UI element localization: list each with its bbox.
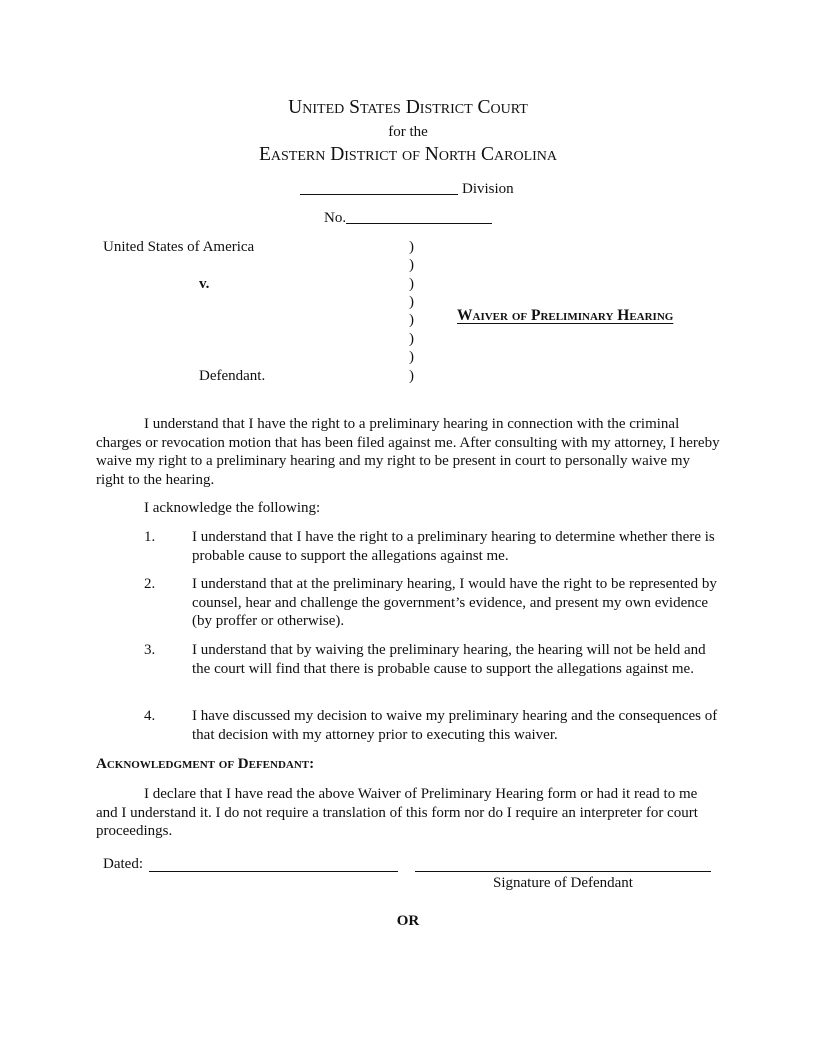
declaration-paragraph: I declare that I have read the above Waiver of Preliminary Hearing form or had it read to me and I understand it. I do not require a translation of this form nor do I require an interpreter for court proceedings. bbox=[96, 786, 698, 840]
item-number: 1. bbox=[144, 529, 156, 545]
acknowledge-lead: I acknowledge the following: bbox=[144, 500, 321, 516]
item-number: 4. bbox=[144, 708, 156, 724]
for-the-text: for the bbox=[388, 124, 428, 140]
division-blank-line[interactable] bbox=[300, 194, 458, 195]
item-number: 2. bbox=[144, 576, 156, 592]
acknowledgment-heading: Acknowledgment of Defendant: bbox=[96, 756, 315, 772]
document-title: Waiver of Preliminary Hearing bbox=[457, 307, 674, 324]
signature-label: Signature of Defendant bbox=[493, 875, 633, 891]
court-name: United States District Court bbox=[288, 97, 528, 118]
district-name: Eastern District of North Carolina bbox=[258, 144, 558, 165]
or-label: OR bbox=[396, 913, 420, 929]
intro-paragraph: I understand that I have the right to a preliminary hearing in connection with the criminal charges or revocation motion that has been filed against me. After consulting with my attorney, I hereby waive my right to a preliminary hearing and my right to be present in court to personally waive my right to the hearing. bbox=[96, 416, 720, 488]
caption-paren: ) bbox=[409, 239, 414, 255]
caption-paren: ) bbox=[409, 349, 414, 365]
caption-paren: ) bbox=[409, 368, 414, 384]
item-text: I understand that by waiving the preliminary hearing, the hearing will not be held and the court will find that there is probable cause to support the allegations against me. bbox=[192, 642, 706, 677]
caption-paren: ) bbox=[409, 257, 414, 273]
plaintiff-name: United States of America bbox=[103, 239, 255, 255]
caption-paren: ) bbox=[409, 331, 414, 347]
case-number-label: No. bbox=[324, 210, 347, 226]
item-number: 3. bbox=[144, 642, 156, 658]
defendant-label: Defendant. bbox=[199, 368, 266, 384]
caption-paren: ) bbox=[409, 294, 414, 310]
versus-label: v. bbox=[199, 276, 210, 292]
division-label: Division bbox=[462, 181, 514, 197]
caption-paren: ) bbox=[409, 312, 414, 328]
caption-paren: ) bbox=[409, 276, 414, 292]
signature-blank-line[interactable] bbox=[415, 871, 711, 872]
item-text: I have discussed my decision to waive my preliminary hearing and the consequences of that decision with my attorney prior to executing this waiver. bbox=[192, 708, 718, 743]
case-number-blank-line[interactable] bbox=[346, 223, 492, 224]
dated-label: Dated: bbox=[103, 856, 143, 872]
date-blank-line[interactable] bbox=[149, 871, 398, 872]
item-text: I understand that I have the right to a preliminary hearing to determine whether there is probable cause to support the allegations against me. bbox=[192, 529, 715, 564]
item-text: I understand that at the preliminary hearing, I would have the right to be represented by counsel, hear and challenge the government’s evidence, and present my own evidence (by proffer or otherwise). bbox=[192, 576, 717, 630]
